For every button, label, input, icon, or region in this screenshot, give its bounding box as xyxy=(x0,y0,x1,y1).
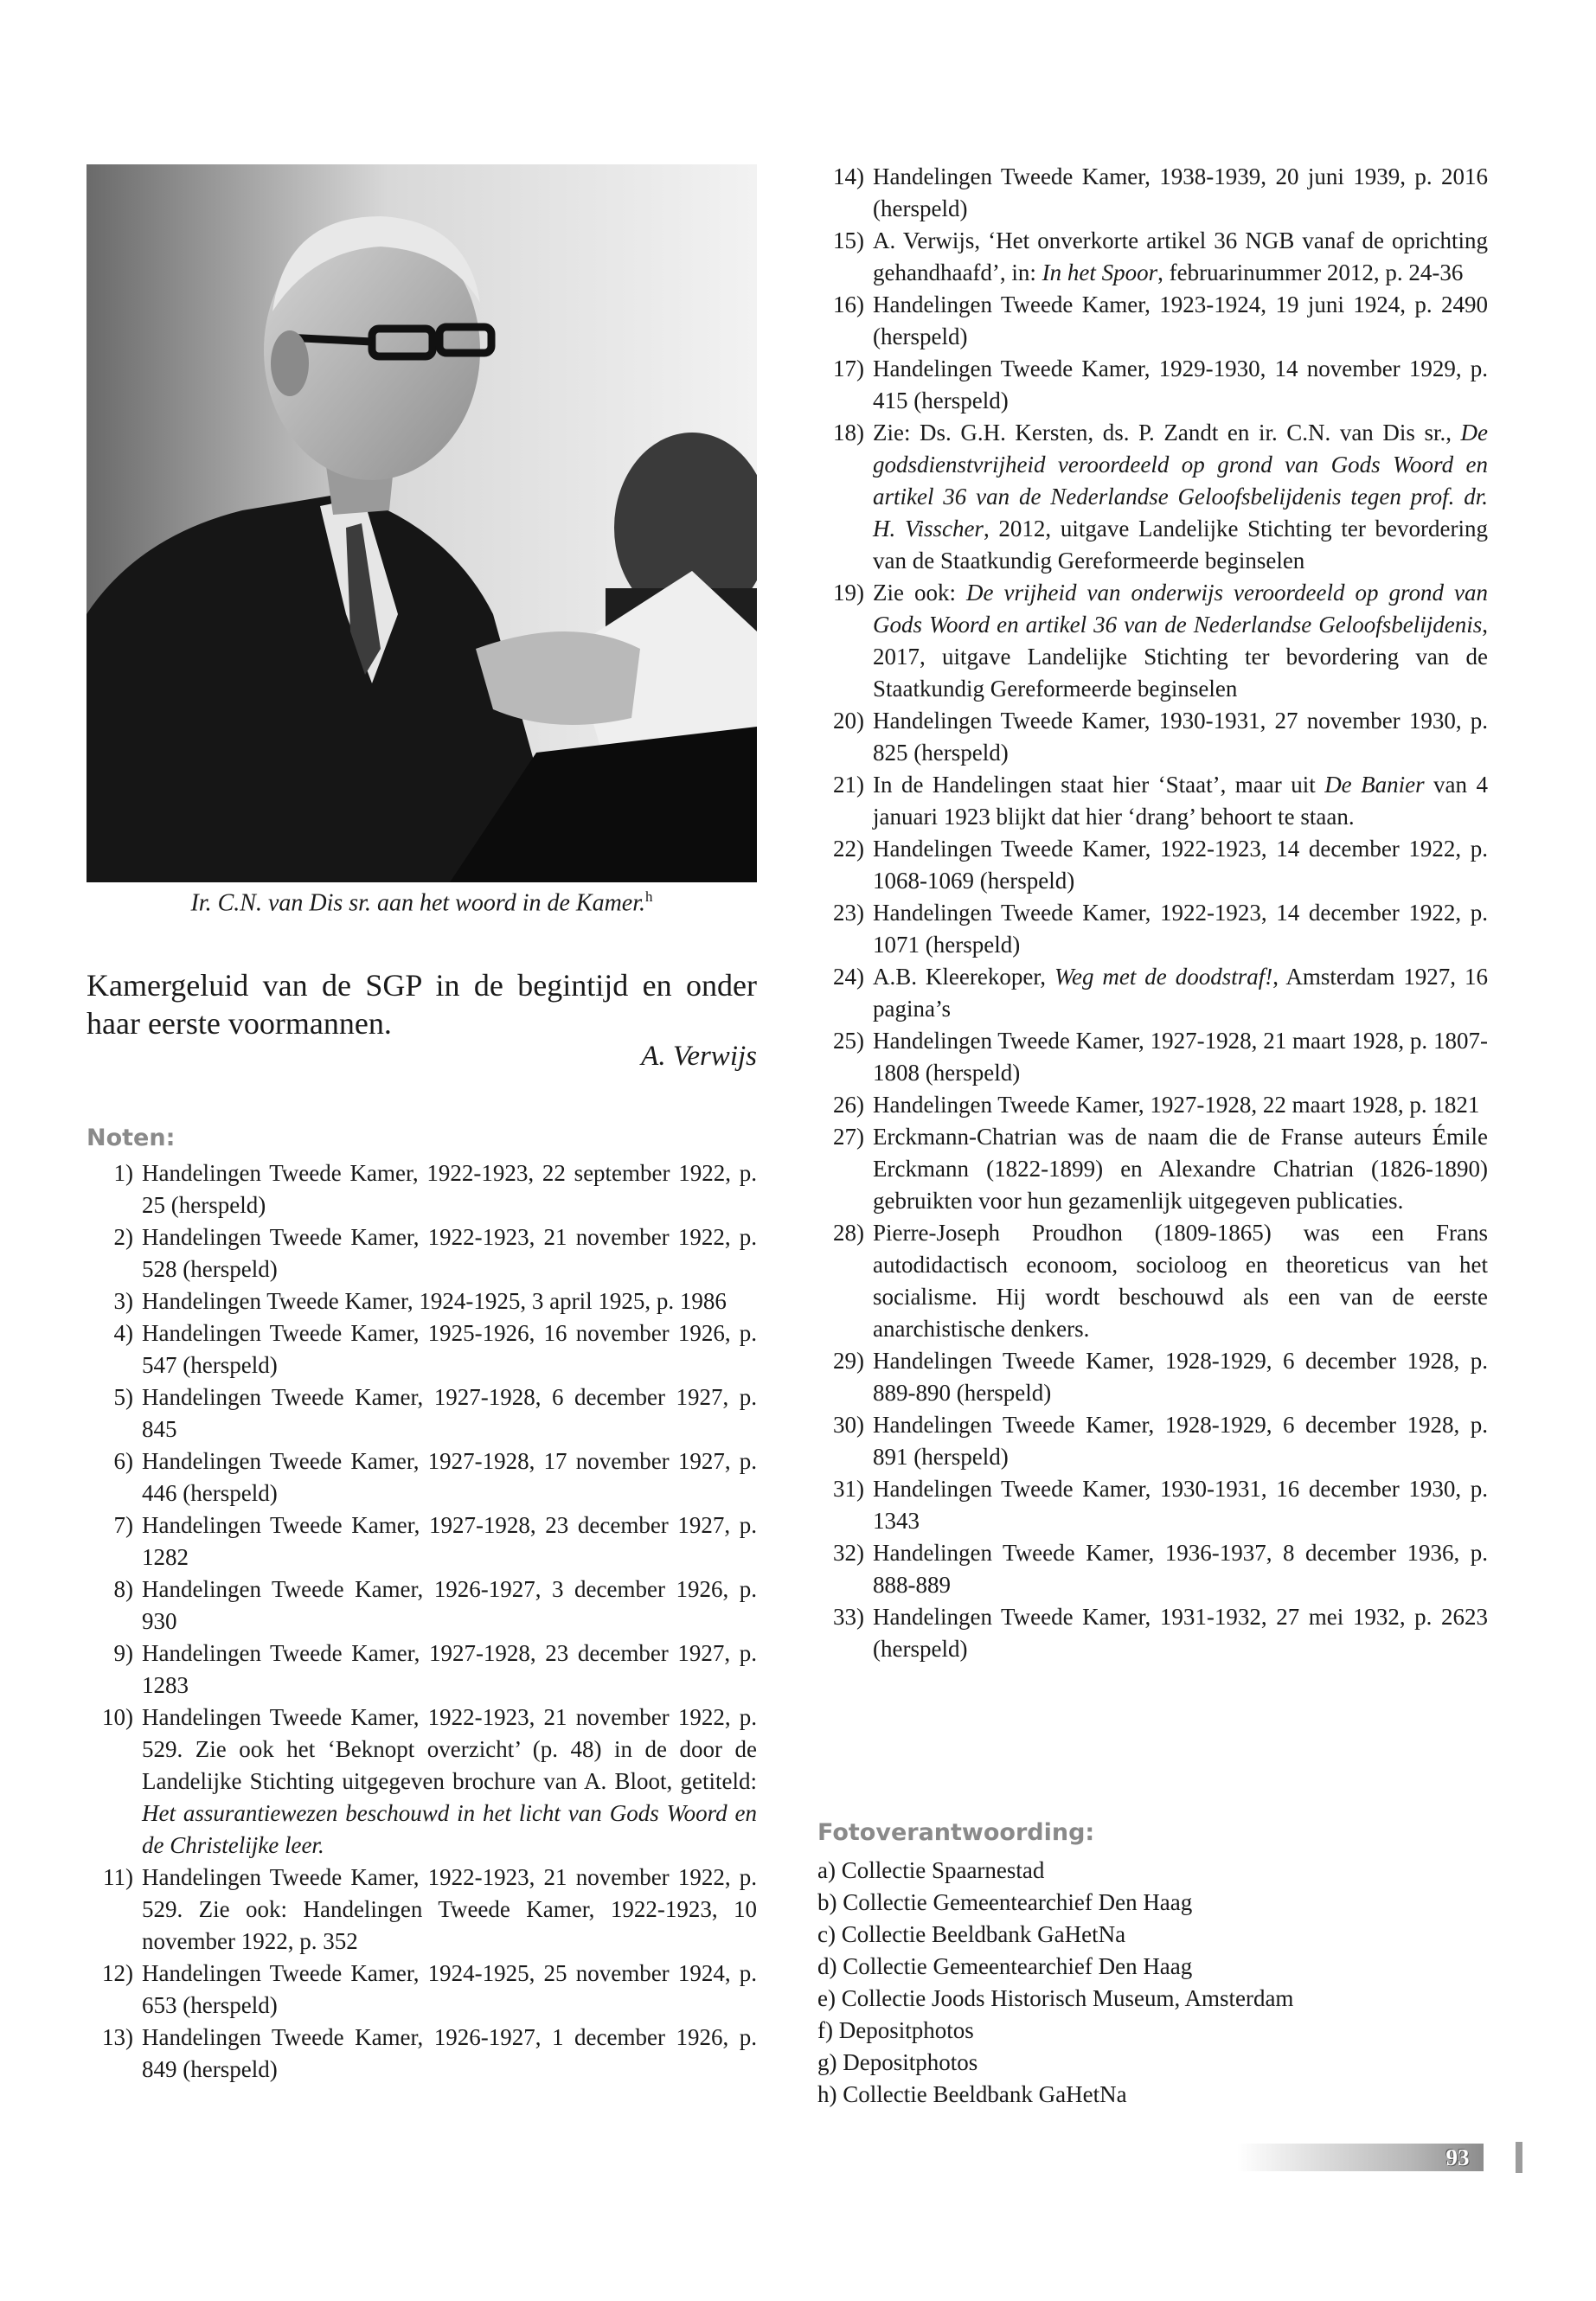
note-item xyxy=(817,705,1488,769)
note-text xyxy=(873,1345,1488,1409)
note-segment: Handelingen Tweede Kamer, 1936-1937, 8 december 1936, p. 888-889 xyxy=(873,1540,1488,1598)
note-number: 1) xyxy=(113,1160,133,1186)
note-item xyxy=(87,1445,757,1509)
note-segment: A. Verwijs, ‘Het onverkorte artikel 36 NGB vanaf de oprichting gehandhaafd’, in: xyxy=(873,228,1488,285)
note-text xyxy=(873,705,1488,769)
footer-bar xyxy=(1237,2144,1484,2171)
note-text xyxy=(142,1638,757,1702)
note-segment: Handelingen Tweede Kamer, 1926-1927, 3 december 1926, p. 930 xyxy=(142,1576,757,1634)
note-segment: Handelingen Tweede Kamer, 1930-1931, 16 december 1930, p. 1343 xyxy=(873,1476,1488,1534)
note-number: 24) xyxy=(833,964,864,990)
note-segment: Handelingen Tweede Kamer, 1922-1923, 21 november 1922, p. 528 (herspeld) xyxy=(142,1224,757,1282)
note-item xyxy=(817,161,1488,225)
note-item xyxy=(87,1574,757,1638)
note-number: 26) xyxy=(833,1092,864,1118)
note-segment: Handelingen Tweede Kamer, 1927-1928, 6 december 1927, p. 845 xyxy=(142,1384,757,1442)
note-segment: A.B. Kleerekoper, xyxy=(873,964,1054,990)
note-segment: Handelingen Tweede Kamer, 1922-1923, 21 november 1922, p. 529. Zie ook het ‘Beknopt overzicht’ (p. 48) in de door de Landelijke Stichting uitgegeven brochure van A. Bloot, getiteld: xyxy=(142,1704,757,1794)
note-number: 2) xyxy=(113,1224,133,1250)
title-line-2: haar eerste voormannen. xyxy=(87,1006,392,1041)
photo-credit-item: b) Collectie Gemeentearchief Den Haag xyxy=(817,1889,1193,1915)
photo-credits-heading: Fotoverantwoording: xyxy=(817,1819,1095,1846)
note-segment: Handelingen Tweede Kamer, 1924-1925, 25 november 1924, p. 653 (herspeld) xyxy=(142,1960,757,2018)
note-number: 27) xyxy=(833,1124,864,1150)
note-segment: Handelingen Tweede Kamer, 1922-1923, 14 december 1922, p. 1071 (herspeld) xyxy=(873,900,1488,958)
note-number: 8) xyxy=(113,1576,133,1602)
note-number: 16) xyxy=(833,292,864,317)
note-text xyxy=(873,353,1488,417)
note-item xyxy=(817,897,1488,961)
note-title-italic: Het assurantiewezen beschouwd in het licht van Gods Woord en de Christelijke leer. xyxy=(142,1800,757,1858)
note-title-italic: Weg met de doodstraf! xyxy=(1054,964,1273,990)
note-number: 15) xyxy=(833,228,864,253)
note-segment: Handelingen Tweede Kamer, 1927-1928, 23 december 1927, p. 1283 xyxy=(142,1640,757,1698)
note-text xyxy=(142,1862,757,1958)
note-item xyxy=(87,1285,757,1317)
note-number: 19) xyxy=(833,580,864,606)
note-number: 6) xyxy=(113,1448,133,1474)
note-number: 5) xyxy=(113,1384,133,1410)
note-text xyxy=(142,1381,757,1445)
note-item xyxy=(87,1958,757,2022)
note-item xyxy=(817,1409,1488,1473)
note-text xyxy=(873,769,1488,833)
portrait-photo xyxy=(87,164,757,882)
note-text xyxy=(873,1121,1488,1217)
note-number: 7) xyxy=(113,1512,133,1538)
note-text xyxy=(142,1221,757,1285)
note-item xyxy=(817,833,1488,897)
note-segment: van 4 januari 1923 blijkt dat hier ‘drang’ behoort te staan. xyxy=(873,772,1488,830)
note-text xyxy=(142,1157,757,1221)
photo-credit-item: h) Collectie Beeldbank GaHetNa xyxy=(817,2081,1127,2107)
note-number: 25) xyxy=(833,1028,864,1054)
note-segment: Handelingen Tweede Kamer, 1922-1923, 22 september 1922, p. 25 (herspeld) xyxy=(142,1160,757,1218)
note-segment: Handelingen Tweede Kamer, 1938-1939, 20 juni 1939, p. 2016 (herspeld) xyxy=(873,163,1488,221)
notes-heading: Noten: xyxy=(87,1125,176,1151)
note-text xyxy=(142,1445,757,1509)
note-item xyxy=(817,1217,1488,1345)
photo-credit-item: d) Collectie Gemeentearchief Den Haag xyxy=(817,1953,1193,1979)
note-segment: Handelingen Tweede Kamer, 1930-1931, 27 november 1930, p. 825 (herspeld) xyxy=(873,708,1488,766)
note-segment: Handelingen Tweede Kamer, 1924-1925, 3 april 1925, p. 1986 xyxy=(142,1288,727,1314)
note-number: 28) xyxy=(833,1220,864,1246)
note-text xyxy=(873,1025,1488,1089)
caption-text: Ir. C.N. van Dis sr. aan het woord in de Kamer. xyxy=(190,889,646,917)
note-segment: , 2012, uitgave Landelijke Stichting ter bevordering van de Staatkundig Gereformeerde beginselen xyxy=(873,516,1488,574)
note-text xyxy=(873,577,1488,705)
note-segment: Handelingen Tweede Kamer, 1927-1928, 22 maart 1928, p. 1821 xyxy=(873,1092,1480,1118)
note-item xyxy=(87,1317,757,1381)
note-item xyxy=(817,1345,1488,1409)
page-number: 93 xyxy=(1445,2144,1470,2170)
note-item xyxy=(87,1862,757,1958)
note-segment: Handelingen Tweede Kamer, 1923-1924, 19 juni 1924, p. 2490 (herspeld) xyxy=(873,292,1488,349)
note-text xyxy=(873,897,1488,961)
note-item xyxy=(817,417,1488,577)
notes-list-right xyxy=(817,161,1488,1665)
photo-credit-item: e) Collectie Joods Historisch Museum, Amsterdam xyxy=(817,1985,1294,2011)
note-text xyxy=(142,1958,757,2022)
note-text xyxy=(873,1601,1488,1665)
author: A. Verwijs xyxy=(641,1041,757,1072)
note-item xyxy=(817,353,1488,417)
note-number: 14) xyxy=(833,163,864,189)
note-segment: Handelingen Tweede Kamer, 1927-1928, 17 november 1927, p. 446 (herspeld) xyxy=(142,1448,757,1506)
note-segment: In de Handelingen staat hier ‘Staat’, maar uit xyxy=(873,772,1325,798)
note-item xyxy=(87,1638,757,1702)
note-segment: Handelingen Tweede Kamer, 1931-1932, 27 mei 1932, p. 2623 (herspeld) xyxy=(873,1604,1488,1662)
note-segment: Pierre-Joseph Proudhon (1809-1865) was een Frans autodidactisch econoom, socioloog en theoreticus van het socialisme. Hij wordt beschouwd als een van de eerste anarchistische denkers. xyxy=(873,1220,1488,1342)
note-number: 18) xyxy=(833,420,864,445)
note-title-italic: De Banier xyxy=(1324,772,1425,798)
photo-caption xyxy=(87,888,757,917)
note-segment: Zie ook: xyxy=(873,580,967,606)
note-number: 31) xyxy=(833,1476,864,1502)
note-text xyxy=(142,1317,757,1381)
note-text xyxy=(873,289,1488,353)
note-segment: , 2017, uitgave Landelijke Stichting ter bevordering van de Staatkundig Gereformeerde beginselen xyxy=(873,612,1488,702)
note-segment: Handelingen Tweede Kamer, 1927-1928, 21 maart 1928, p. 1807-1808 (herspeld) xyxy=(873,1028,1488,1086)
note-number: 3) xyxy=(113,1288,133,1314)
article-title xyxy=(87,966,757,1042)
note-number: 11) xyxy=(103,1864,133,1890)
note-item xyxy=(87,2022,757,2086)
note-text xyxy=(873,961,1488,1025)
note-text xyxy=(142,1285,757,1317)
note-number: 20) xyxy=(833,708,864,734)
note-number: 12) xyxy=(102,1960,133,1986)
note-item xyxy=(817,1025,1488,1089)
photo-credit-item: a) Collectie Spaarnestad xyxy=(817,1857,1045,1883)
note-text xyxy=(873,833,1488,897)
note-segment: Handelingen Tweede Kamer, 1926-1927, 1 december 1926, p. 849 (herspeld) xyxy=(142,2024,757,2082)
note-text xyxy=(873,1217,1488,1345)
note-segment: Handelingen Tweede Kamer, 1922-1923, 21 november 1922, p. 529. Zie ook: Handelingen Tweede Kamer, 1922-1923, 10 november 1922, p. 352 xyxy=(142,1864,757,1954)
note-segment: , februarinummer 2012, p. 24-36 xyxy=(1157,260,1464,285)
note-title-italic: De vrijheid van onderwijs veroordeeld op grond van Gods Woord en artikel 36 van de Nederlandse Geloofsbelijdenis xyxy=(873,580,1488,638)
note-text xyxy=(142,1574,757,1638)
note-item xyxy=(817,577,1488,705)
note-text xyxy=(873,1089,1488,1121)
photo-credit-item: g) Depositphotos xyxy=(817,2049,978,2075)
note-item xyxy=(817,769,1488,833)
note-item xyxy=(817,1089,1488,1121)
note-item xyxy=(87,1221,757,1285)
note-number: 22) xyxy=(833,836,864,862)
note-item xyxy=(817,961,1488,1025)
note-number: 23) xyxy=(833,900,864,926)
note-segment: Handelingen Tweede Kamer, 1928-1929, 6 december 1928, p. 891 (herspeld) xyxy=(873,1412,1488,1470)
note-item xyxy=(87,1702,757,1862)
note-text xyxy=(142,1702,757,1862)
note-item xyxy=(817,1121,1488,1217)
note-item xyxy=(87,1157,757,1221)
note-item xyxy=(817,1601,1488,1665)
note-number: 13) xyxy=(102,2024,133,2050)
note-item xyxy=(817,225,1488,289)
note-number: 30) xyxy=(833,1412,864,1438)
footer-tick xyxy=(1516,2142,1522,2173)
note-title-italic: In het Spoor xyxy=(1042,260,1158,285)
note-text xyxy=(142,1509,757,1574)
notes-list-left xyxy=(87,1157,757,2086)
note-text xyxy=(873,1409,1488,1473)
note-item xyxy=(817,1473,1488,1537)
portrait-illustration xyxy=(87,164,757,882)
note-number: 32) xyxy=(833,1540,864,1566)
note-text xyxy=(873,225,1488,289)
note-segment: Erckmann-Chatrian was de naam die de Franse auteurs Émile Erckmann (1822-1899) en Alexandre Chatrian (1826-1890) gebruikten voor hun gezamenlijk uitgegeven publicaties. xyxy=(873,1124,1488,1214)
note-item xyxy=(817,1537,1488,1601)
note-segment: Handelingen Tweede Kamer, 1922-1923, 14 december 1922, p. 1068-1069 (herspeld) xyxy=(873,836,1488,894)
note-segment: Handelingen Tweede Kamer, 1929-1930, 14 november 1929, p. 415 (herspeld) xyxy=(873,356,1488,413)
title-line-1: Kamergeluid van de SGP in de begintijd en onder xyxy=(87,968,757,1003)
note-number: 4) xyxy=(113,1320,133,1346)
note-text xyxy=(873,1473,1488,1537)
note-segment: Handelingen Tweede Kamer, 1927-1928, 23 december 1927, p. 1282 xyxy=(142,1512,757,1570)
photo-credit-item: f) Depositphotos xyxy=(817,2017,974,2043)
note-item xyxy=(87,1509,757,1574)
note-number: 9) xyxy=(113,1640,133,1666)
photo-credits-list xyxy=(817,1855,1293,2111)
note-text xyxy=(873,161,1488,225)
note-segment: Zie: Ds. G.H. Kersten, ds. P. Zandt en ir. C.N. van Dis sr., xyxy=(873,420,1461,445)
note-text xyxy=(873,417,1488,577)
note-text xyxy=(142,2022,757,2086)
note-number: 29) xyxy=(833,1348,864,1374)
note-number: 10) xyxy=(102,1704,133,1730)
note-segment: Handelingen Tweede Kamer, 1928-1929, 6 december 1928, p. 889-890 (herspeld) xyxy=(873,1348,1488,1406)
note-number: 33) xyxy=(833,1604,864,1630)
note-item xyxy=(87,1381,757,1445)
note-number: 21) xyxy=(833,772,864,798)
photo-credit-item: c) Collectie Beeldbank GaHetNa xyxy=(817,1921,1126,1947)
note-item xyxy=(817,289,1488,353)
note-text xyxy=(873,1537,1488,1601)
note-number: 17) xyxy=(833,356,864,381)
note-segment: , Amsterdam 1927, 16 pagina’s xyxy=(873,964,1488,1022)
caption-ref: h xyxy=(645,888,653,905)
note-title-italic: De godsdienstvrijheid veroordeeld op grond van Gods Woord en artikel 36 van de Nederlandse Geloofsbelijdenis tegen prof. dr. H. Visscher xyxy=(873,420,1488,542)
note-segment: Handelingen Tweede Kamer, 1925-1926, 16 november 1926, p. 547 (herspeld) xyxy=(142,1320,757,1378)
